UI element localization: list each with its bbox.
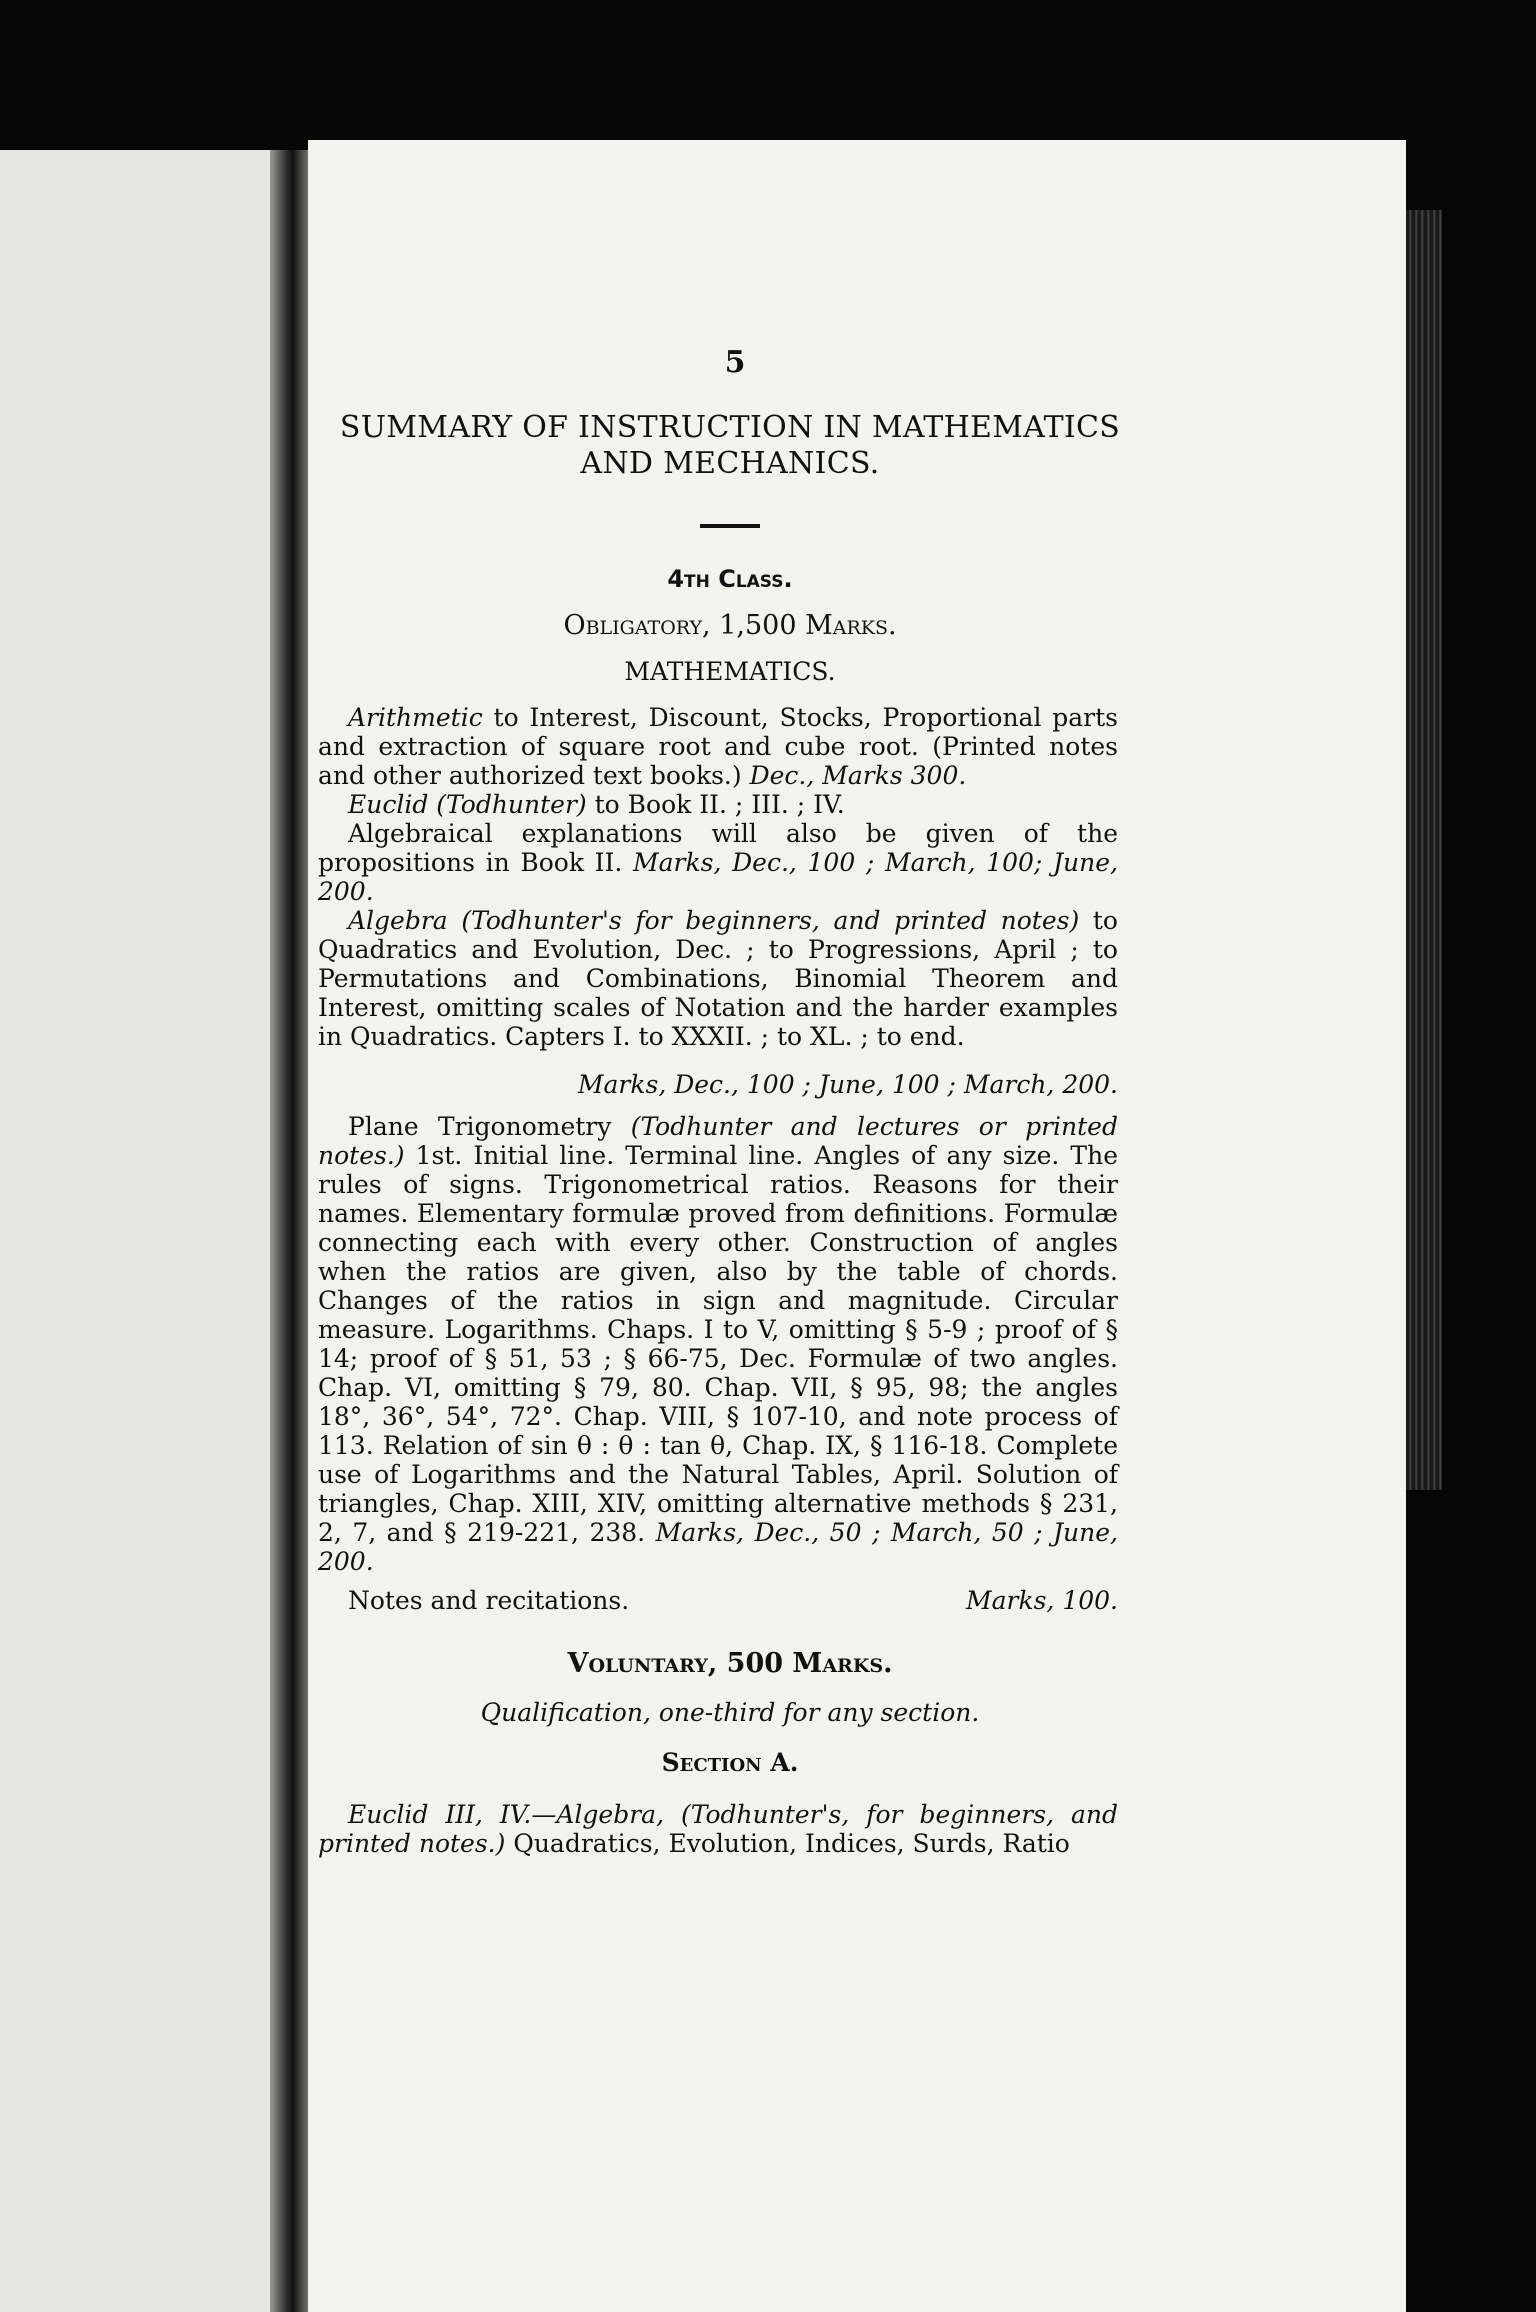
notes-marks: Marks, 100.: [966, 1586, 1118, 1615]
section-a-text: Quadratics, Evolution, Indices, Surds, Ratio: [505, 1829, 1070, 1858]
voluntary-heading: Voluntary, 500 Marks.: [567, 1648, 893, 1679]
arithmetic-marks: Dec., Marks 300.: [749, 761, 967, 790]
facing-page-edge: [0, 150, 300, 2312]
qualification-line: Qualification, one-third for any section.: [480, 1698, 980, 1727]
page-title: [300, 410, 1160, 482]
trig-text-1: Plane Trigonometry: [348, 1112, 631, 1141]
euclid-text: to Book II. ; III. ; IV.: [586, 790, 845, 819]
section-a-paragraph: [318, 1800, 1118, 1858]
algebraical-text: Algebraical explanations will also be given of the propositions in Book II.: [318, 819, 1118, 877]
arithmetic-text: to Interest, Discount, Stocks, Proportional parts and extraction of square root and cube root. (Printed notes and other authorized text books.): [318, 703, 1118, 790]
notes-label: Notes and recitations.: [348, 1586, 630, 1615]
trig-text-2: 1st. Initial line. Terminal line. Angles of any size. The rules of signs. Trigonometrical ratios. Reasons for their names. Elementary formulæ proved from definitions. Formulæ connecting each with every other. Construction of angles when the ratios are given, also by the table of chords. Changes of the ratios in sign and magnitude. Circular measure. Logarithms. Chaps. I to V, omitting § 5-9 ; proof of § 14; proof of § 51, 53 ; § 66-75, Dec. Formulæ of two angles. Chap. VI, omitting § 79, 80. Chap. VII, § 95, 98; the angles 18°, 36°, 54°, 72°. Chap. VIII, § 107-10, and note process of 113. Relation of sin θ : θ : tan θ, Chap. IX, § 116-18. Complete use of Logarithms and the Natural Tables, April. Solution of triangles, Chap. XIII, XIV, omitting alternative methods § 231, 2, 7, and § 219-221, 238.: [318, 1141, 1118, 1547]
arithmetic-term: Arithmetic: [348, 703, 483, 732]
title-rule: [700, 524, 760, 528]
page-number: 5: [724, 345, 746, 380]
section-a-italic: Euclid III, IV.—Algebra, (Todhunter's, for beginners, and printed notes.): [318, 1800, 1118, 1858]
algebra-term: Algebra (Todhunter's for beginners, and printed notes): [348, 906, 1080, 935]
arithmetic-paragraph: [318, 703, 1118, 1051]
algebra-text: to Quadratics and Evolution, Dec. ; to Progressions, April ; to Permutations and Combinations, Binomial Theorem and Interest, omitting scales of Notation and the harder examples in Quadratics. Capters I. to XXXII. ; to XL. ; to end.: [318, 906, 1118, 1051]
euclid-term: Euclid (Todhunter): [348, 790, 587, 819]
trig-term: (Todhunter and lectures or printed notes.): [318, 1112, 1118, 1170]
section-a-heading: Section A.: [661, 1748, 799, 1777]
algebraical-marks: Marks, Dec., 100 ; March, 100; June, 200.: [318, 848, 1118, 906]
algebra-marks: Marks, Dec., 100 ; June, 100 ; March, 200.: [577, 1070, 1118, 1099]
title-line-1: SUMMARY OF INSTRUCTION IN MATHEMATICS: [339, 410, 1121, 445]
class-heading: 4th Class.: [667, 565, 793, 593]
notes-line: [318, 1586, 1118, 1615]
obligatory-heading: Obligatory, 1,500 Marks.: [563, 610, 897, 641]
title-line-2: AND MECHANICS.: [580, 446, 880, 481]
trig-marks: Marks, Dec., 50 ; March, 50 ; June, 200.: [318, 1518, 1118, 1576]
trigonometry-paragraph: [318, 1112, 1118, 1576]
page-stack-edge: [1406, 210, 1442, 1490]
mathematics-heading: MATHEMATICS.: [624, 657, 836, 686]
